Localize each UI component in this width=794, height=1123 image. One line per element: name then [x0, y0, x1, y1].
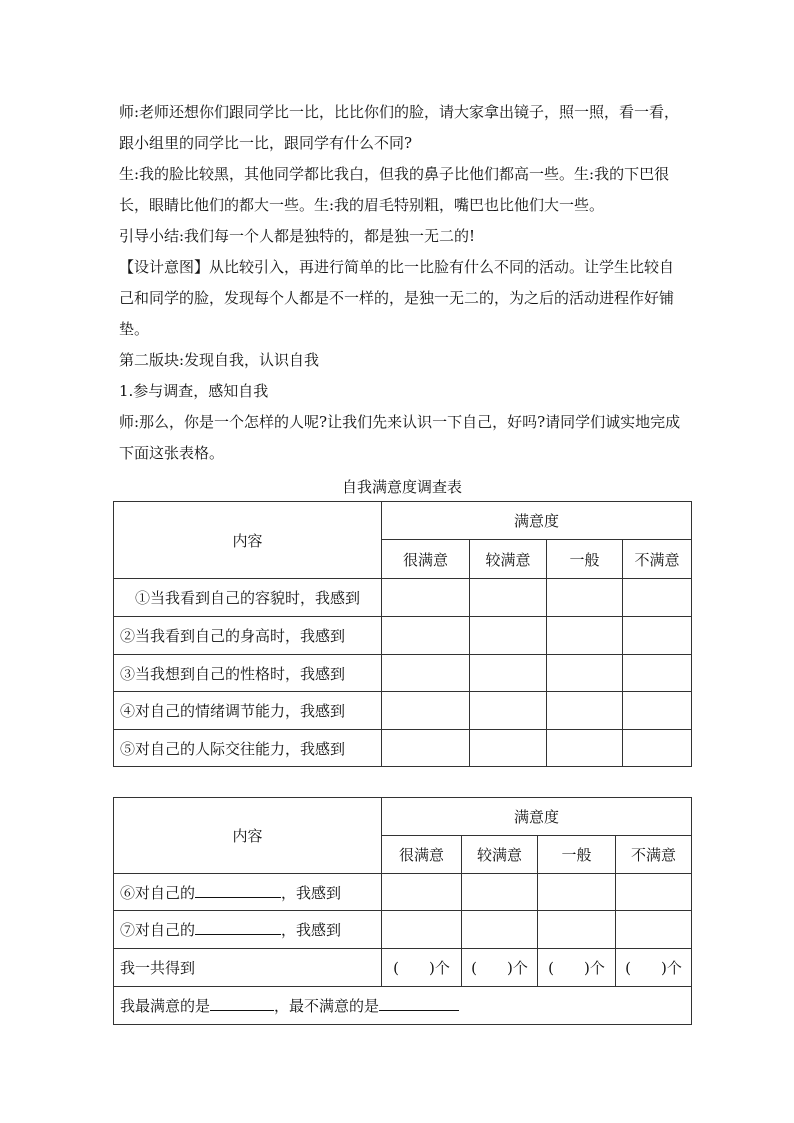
table-row-item: ③当我想到自己的性格时，我感到 — [114, 655, 382, 692]
survey-table-2 — [113, 797, 692, 1025]
level-unsatisfied: 不满意 — [616, 836, 692, 874]
answer-cell[interactable] — [616, 911, 692, 949]
level-very-satisfied: 很满意 — [382, 836, 462, 874]
answer-cell[interactable] — [382, 692, 470, 730]
level-average: 一般 — [547, 540, 623, 579]
level-average: 一般 — [538, 836, 616, 874]
total-label: 我一共得到 — [114, 949, 382, 987]
satisfaction-header: 满意度 — [382, 502, 692, 540]
level-unsatisfied: 不满意 — [623, 540, 692, 579]
level-fairly-satisfied: 较满意 — [462, 836, 538, 874]
count-cell-unsatisfied[interactable]: ( )个 — [616, 949, 692, 987]
answer-cell[interactable] — [382, 874, 462, 911]
table-row-custom-6 — [114, 874, 382, 911]
least-satisfied-blank[interactable] — [379, 996, 459, 1011]
answer-cell[interactable] — [623, 730, 692, 767]
section-heading: 第二版块:发现自我，认识自我 — [119, 351, 320, 369]
answer-cell[interactable] — [623, 655, 692, 692]
satisfaction-header: 满意度 — [382, 798, 692, 836]
count-cell-fairly-satisfied[interactable]: ( )个 — [462, 949, 538, 987]
table-row-item: ④对自己的情绪调节能力，我感到 — [114, 692, 382, 730]
summary-row — [114, 987, 692, 1025]
answer-cell[interactable] — [470, 692, 547, 730]
answer-cell[interactable] — [382, 617, 470, 655]
subsection-heading: 1.参与调查，感知自我 — [119, 382, 269, 400]
answer-cell[interactable] — [547, 579, 623, 617]
content-header: 内容 — [114, 502, 382, 579]
count-cell-average[interactable]: ( )个 — [538, 949, 616, 987]
answer-cell[interactable] — [382, 730, 470, 767]
table-row-item: ②当我看到自己的身高时，我感到 — [114, 617, 382, 655]
answer-cell[interactable] — [462, 874, 538, 911]
answer-cell[interactable] — [538, 874, 616, 911]
answer-cell[interactable] — [547, 730, 623, 767]
paragraph-design-intent: 【设计意图】从比较引入，再进行简单的比一比脸有什么不同的活动。让学生比较自己和同学的脸，发现每个人都是不一样的，是独一无二的，为之后的活动进程作好铺垫。 — [119, 258, 675, 338]
level-fairly-satisfied: 较满意 — [470, 540, 547, 579]
answer-cell[interactable] — [623, 692, 692, 730]
row6-prefix: ⑥对自己的 — [120, 883, 196, 902]
answer-cell[interactable] — [470, 617, 547, 655]
row7-prefix: ⑦对自己的 — [120, 921, 196, 939]
summary-prefix: 我最满意的是 — [120, 997, 211, 1015]
answer-cell[interactable] — [547, 692, 623, 730]
table-row-item: ①当我看到自己的容貌时，我感到 — [114, 579, 382, 617]
most-satisfied-blank[interactable] — [210, 996, 274, 1011]
table-row-item: ⑤对自己的人际交往能力，我感到 — [114, 730, 382, 767]
table-row-custom-7 — [114, 911, 382, 949]
answer-cell[interactable] — [616, 874, 692, 911]
level-very-satisfied: 很满意 — [382, 540, 470, 579]
answer-cell[interactable] — [382, 655, 470, 692]
answer-cell[interactable] — [382, 579, 470, 617]
row7-suffix: ，我感到 — [281, 921, 342, 939]
count-cell-very-satisfied[interactable]: ( )个 — [382, 949, 462, 987]
summary-middle: ，最不满意的是 — [274, 997, 380, 1015]
content-header: 内容 — [114, 798, 382, 874]
table-title: 自我满意度调查表 — [341, 478, 462, 496]
answer-cell[interactable] — [470, 730, 547, 767]
answer-cell[interactable] — [462, 911, 538, 949]
answer-cell[interactable] — [470, 579, 547, 617]
answer-cell[interactable] — [547, 655, 623, 692]
answer-cell[interactable] — [547, 617, 623, 655]
survey-table-1 — [113, 501, 692, 767]
fill-blank-6[interactable] — [195, 883, 281, 898]
paragraph-summary: 引导小结:我们每一个人都是独特的，都是独一无二的! — [119, 227, 476, 245]
paragraph-teacher-instruction: 师:那么，你是一个怎样的人呢?让我们先来认识一下自己，好吗?请同学们诚实地完成下面这张表格。 — [119, 413, 681, 462]
paragraph-student-answers: 生:我的脸比较黑，其他同学都比我白，但我的鼻子比他们都高一些。生:我的下巴很长，眼睛比他们的都大一些。生:我的眉毛特别粗，嘴巴也比他们大一些。 — [119, 165, 670, 214]
answer-cell[interactable] — [538, 911, 616, 949]
answer-cell[interactable] — [623, 617, 692, 655]
paragraph-teacher-compare: 师:老师还想你们跟同学比一比，比比你们的脸，请大家拿出镜子，照一照，看一看，跟小组里的同学比一比，跟同学有什么不同? — [119, 103, 680, 152]
answer-cell[interactable] — [382, 911, 462, 949]
row6-suffix: ，我感到 — [281, 883, 342, 902]
answer-cell[interactable] — [470, 655, 547, 692]
answer-cell[interactable] — [623, 579, 692, 617]
fill-blank-7[interactable] — [195, 920, 281, 935]
